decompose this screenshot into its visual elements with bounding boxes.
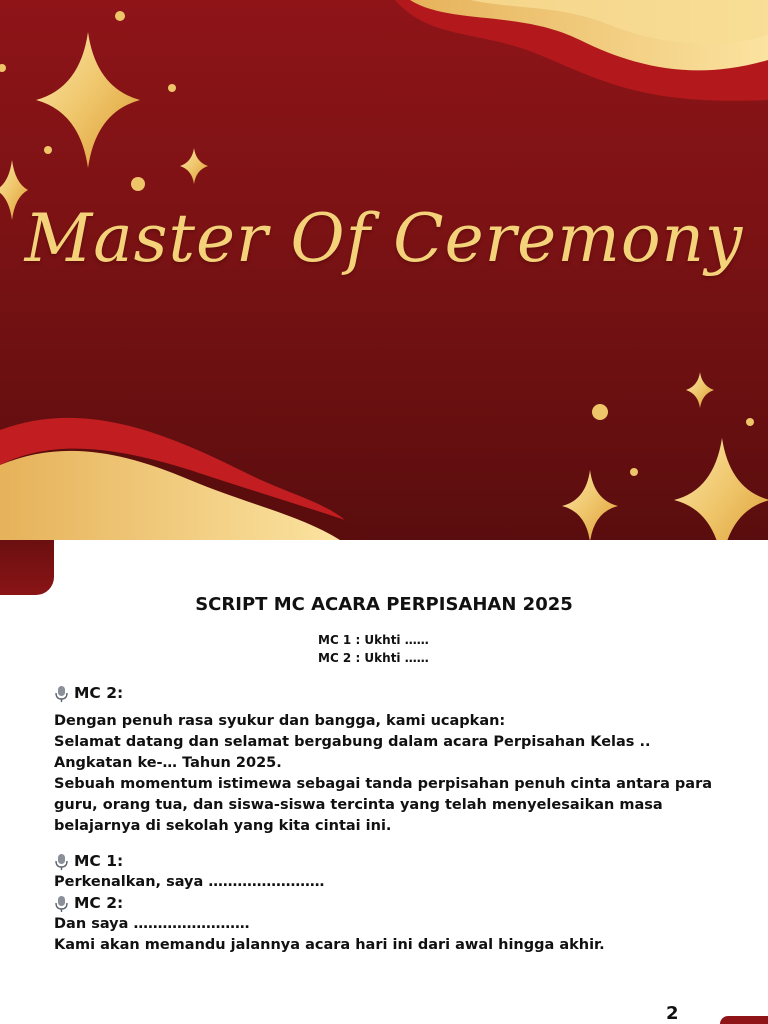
script-line: Perkenalkan, saya …………………… (54, 874, 325, 890)
speaker-name: MC 1: (74, 852, 124, 870)
script-section (54, 851, 724, 893)
microphone-icon (54, 895, 69, 913)
section-text (54, 872, 724, 893)
page-number: 2 (666, 1003, 679, 1024)
script-section (54, 893, 724, 956)
document-title: SCRIPT MC ACARA PERPISAHAN 2025 (195, 594, 573, 615)
script-line: Kami akan memandu jalannya acara hari ini dari awal hingga akhir. (54, 937, 605, 953)
microphone-icon (54, 853, 69, 871)
mc-list-item: MC 2 : Ukhti …… (318, 651, 429, 665)
speaker-label (54, 893, 724, 914)
script-line: Dengan penuh rasa syukur dan bangga, kami ucapkan: (54, 713, 506, 729)
decorative-tab (0, 540, 54, 595)
sparkle-star-icon (562, 470, 618, 540)
cover-title: Master Of Ceremony (24, 200, 744, 277)
script-line: Selamat datang dan selamat bergabung dalam acara Perpisahan Kelas .. Angkatan ke-… Tahun 2025. (54, 734, 651, 771)
mc-list-item: MC 1 : Ukhti …… (318, 633, 429, 647)
microphone-icon (54, 685, 69, 703)
speaker-label (54, 851, 724, 872)
sparkle-star-icon (180, 148, 208, 184)
script-body (54, 683, 724, 956)
section-text (54, 914, 724, 956)
sparkle-star-icon (674, 438, 768, 540)
sparkle-star-icon (686, 372, 714, 408)
script-line: Dan saya …………………… (54, 916, 250, 932)
sparkle-star-icon (36, 32, 140, 168)
mc-list (318, 631, 429, 667)
section-text (54, 711, 724, 837)
script-line: Sebuah momentum istimewa sebagai tanda perpisahan penuh cinta antara para guru, orang tua, dan siswa-siswa tercinta yang telah menyelesaikan masa belajarnya di sekolah yang kita cintai ini. (54, 776, 713, 834)
speaker-name: MC 2: (74, 894, 124, 912)
decorative-corner (720, 1016, 768, 1024)
script-section (54, 683, 724, 837)
speaker-name: MC 2: (74, 684, 124, 702)
speaker-label (54, 683, 724, 704)
